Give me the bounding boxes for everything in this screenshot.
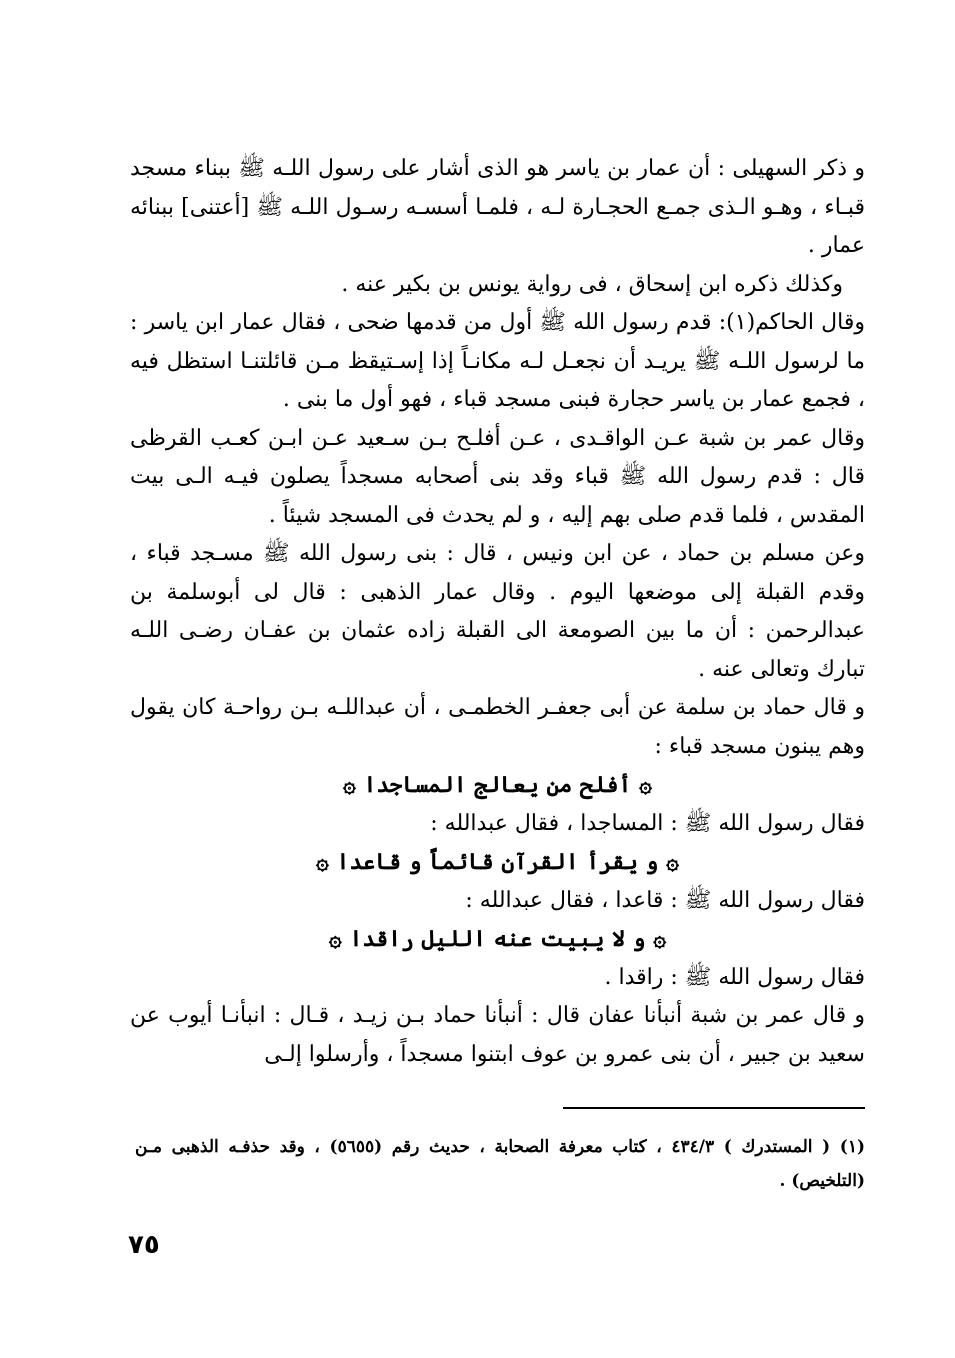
dialogue-line-2: فقال رسول الله ﷺ : قاعدا ، فقال عبدالله : bbox=[465, 887, 865, 913]
dialogue-line-1: فقال رسول الله ﷺ : المساجدا ، فقال عبدالله : bbox=[430, 810, 865, 836]
paragraph-6: و قال حماد بن سلمة عن أبى جعفـر الخطمـى ، أن عبداللـه بـن رواحـة كان يقول وهم يبنون مسجد قباء : bbox=[130, 695, 865, 759]
paragraph-final: و قال عمر بن شبة أنبأنا عفان قال : أنبأنا حماد بـن زيـد ، قـال : انبأنـا أيوب عن سعيد بن جبير ، أن بنى عمرو بن عوف ابتنوا مسجداً ، وأرسلوا إلـى bbox=[130, 1003, 865, 1067]
poem-line-3: ۞ و لا يبيت عنه الليل راقدا ۞ bbox=[328, 926, 667, 952]
paragraph-1: و ذكر السهيلى : أن عمار بن ياسر هو الذى أشار على رسول اللـه ﷺ ببناء مسجد قبـاء ، وهـو الـذى جمـع الحجـارة لـه ، فلمـا أسسـه رسـول اللـه ﷺ [أعتنى] ببنائه عمار . bbox=[130, 156, 865, 258]
footnote: (١) ( المستدرك ) ٤٣٤/٣ ، كتاب معرفة الصحابة ، حديث رقم (٥٦٥٥) ، وقد حذفـه الذهبى مـن (التلخيص) . bbox=[135, 1137, 866, 1191]
main-text bbox=[130, 150, 865, 1074]
poem-line-1: ۞ أفلح من يعالج المساجدا ۞ bbox=[343, 772, 652, 798]
page-number: ٧٥ bbox=[128, 1230, 160, 1260]
poem-line-2: ۞ و يقرأ القرآن قائماً و قاعدا ۞ bbox=[316, 849, 679, 875]
paragraph-4: وقال عمر بن شبة عـن الواقـدى ، عـن أفلـح بـن سـعيد عـن ابـن كعـب القرظى قال : قدم رسول الله ﷺ قباء وقد بنى أصحابه مسجداً يصلون فيـه الـى بيت المقدس ، فلما قدم صلى بهم إليه ، و لم يحدث فى المسجد شيئاً . bbox=[130, 425, 865, 528]
paragraph-2: وكذلك ذكره ابن إسحاق ، فى رواية يونس بن بكير عنه . bbox=[341, 271, 843, 297]
footnote-divider bbox=[563, 1107, 865, 1109]
paragraph-5: وعن مسلم بن حماد ، عن ابن ونيس ، قال : بنى رسول الله ﷺ مسـجد قباء ، وقدم القبلة إلى موضعها اليوم . وقال عمار الذهبى : قال لى أبوسلمة بن عبدالرحمن : أن ما بين الصومعة الى القبلة زاده عثمان بن عفـان رضـى اللـه تبارك وتعالى عنه . bbox=[130, 541, 865, 682]
paragraph-3: وقال الحاكم(١): قدم رسول الله ﷺ أول من قدمها ضحى ، فقال عمار ابن ياسر : ما لرسول اللـه ﷺ يريـد أن نجعـل لـه مكانـاً إذا إسـتيقظ مـن قائلتنـا استظل فيه ، فجمع عمار بن ياسر حجارة فبنى مسجد قباء ، فهو أول ما بنى . bbox=[130, 310, 865, 412]
dialogue-line-3: فقال رسول الله ﷺ : راقدا . bbox=[604, 964, 865, 990]
